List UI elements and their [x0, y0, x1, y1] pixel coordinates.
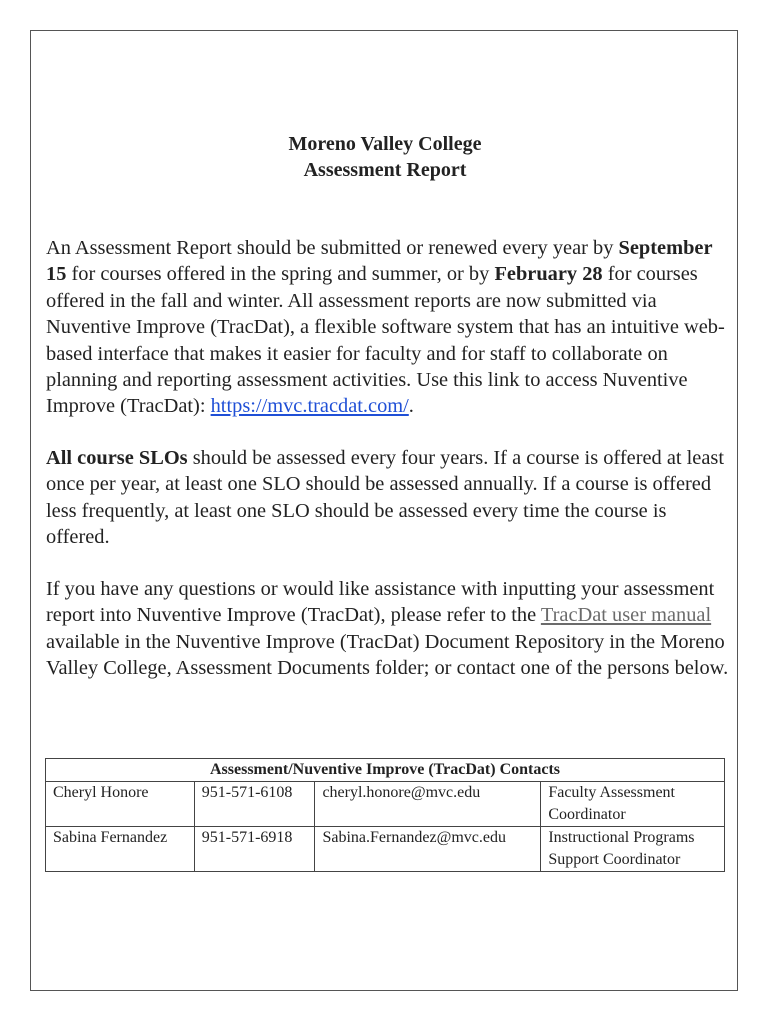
intro-text-3: for courses offered in the fall and winter. All assessment reports are now submitted via Nuventive Improve (TracDat), a flexible software system that has an intuitive web-based interface that makes it easier for faculty and for staff to collaborate on planning and reporting assessment activities. Use this link to access Nuventive Improve (TracDat): — [46, 263, 725, 418]
user-manual-link[interactable]: TracDat user manual — [540, 604, 712, 627]
intro-paragraph — [46, 235, 730, 420]
contact-phone: 951-571-6108 — [194, 782, 315, 827]
slo-paragraph — [46, 445, 730, 551]
intro-text-1: An Assessment Report should be submitted or renewed every year by — [46, 237, 619, 259]
contacts-heading: Assessment/Nuventive Improve (TracDat) Contacts — [46, 759, 725, 782]
deadline-september: September 15 — [46, 237, 713, 286]
page-title — [0, 131, 770, 183]
contact-name: Sabina Fernandez — [46, 827, 195, 872]
help-text-2: available in the Nuventive Improve (TracDat) Document Repository in the Moreno Valley College, Assessment Documents folder; or contact one of the persons below. — [46, 630, 729, 680]
contacts-heading-row — [46, 759, 725, 782]
title-college: Moreno Valley College — [288, 133, 482, 155]
table-row — [46, 782, 725, 827]
intro-text-4: . — [408, 395, 414, 418]
contact-role: Instructional Programs Support Coordinator — [541, 827, 725, 872]
title-report: Assessment Report — [303, 159, 467, 181]
contact-phone: 951-571-6918 — [194, 827, 315, 872]
table-row — [46, 827, 725, 872]
help-text-1: If you have any questions or would like assistance with inputting your assessment report into Nuventive Improve (TracDat), please refer to the — [46, 578, 715, 627]
deadline-february: February 28 — [494, 263, 603, 286]
contact-email: Sabina.Fernandez@mvc.edu — [315, 827, 541, 872]
contact-name: Cheryl Honore — [46, 782, 195, 827]
slo-text: should be assessed every four years. If a course is offered at least once per year, at least one SLO should be assessed annually. If a course is offered less frequently, at least one SLO should be assessed every time the course is offered. — [46, 447, 725, 549]
intro-text-2: for courses offered in the spring and summer, or by — [66, 263, 495, 286]
help-paragraph — [46, 576, 730, 682]
contacts-table — [45, 758, 725, 872]
slo-emphasis: All course SLOs — [46, 447, 188, 469]
tracdat-link[interactable]: https://mvc.tracdat.com/ — [210, 395, 409, 418]
contact-role: Faculty Assessment Coordinator — [541, 782, 725, 827]
contact-email: cheryl.honore@mvc.edu — [315, 782, 541, 827]
